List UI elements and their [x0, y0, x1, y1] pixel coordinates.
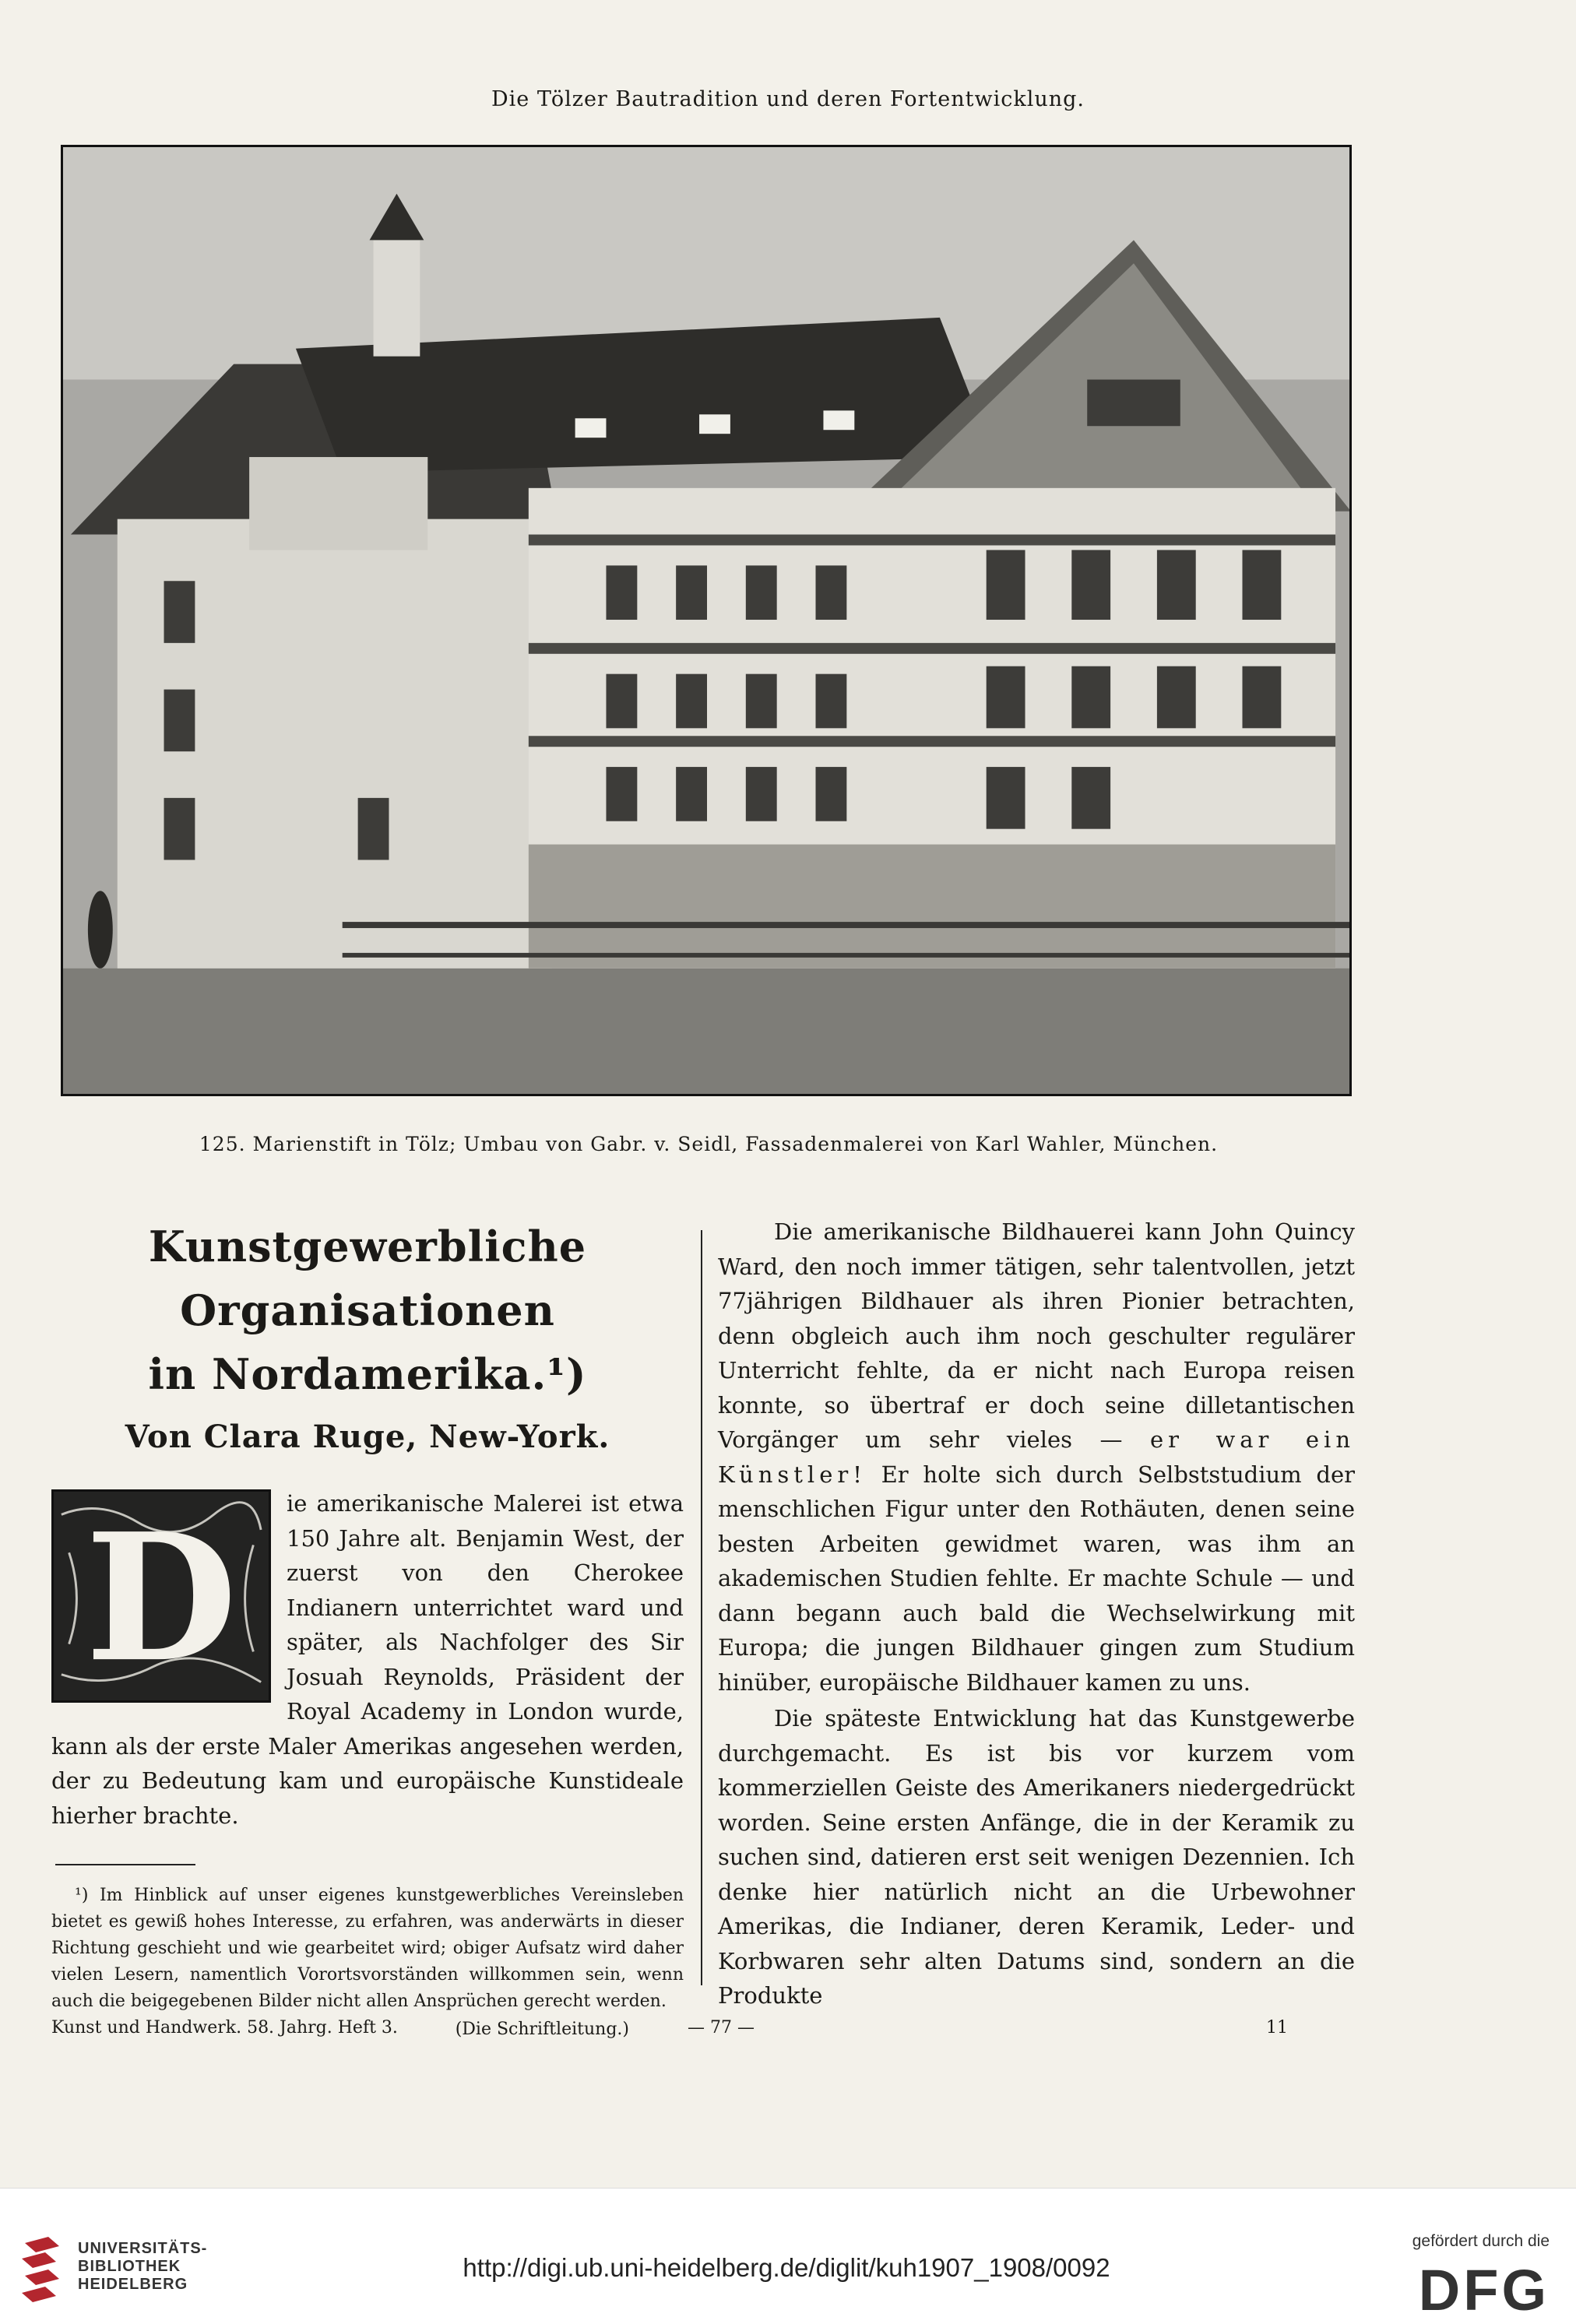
footnote-signature: (Die Schriftleitung.) — [455, 2020, 629, 2039]
figure-caption: 125. Marienstift in Tölz; Umbau von Gabr. v. Seidl, Fassadenmalerei von Karl Wahler, München. — [199, 1133, 1219, 1155]
paragraph-sculpture — [718, 1215, 1355, 1700]
right-column — [718, 1215, 1355, 2013]
page-number: — 77 — — [688, 2018, 755, 2037]
footnote: ¹) Im Hinblick auf unser eigenes kunstgewerbliches Vereinsleben bietet es gewiß hohes Interesse, zu erfahren, was anderwärts in dieser Richtung geschieht und wie gearbeitet wird; obiger Aufsatz wird daher vielen Lesern, namentlich Vorortsvorständen willkommen sein, wenn auch die beigegebenen Bilder nicht allen Ansprüchen gerecht werden. — [51, 1886, 684, 2011]
article-title — [51, 1215, 684, 1406]
article-byline: Von Clara Ruge, New-York. — [125, 1419, 610, 1455]
printer-signature: 11 — [1266, 2018, 1288, 2037]
library-name-line-2: BIBLIOTHEK — [78, 2258, 181, 2275]
paragraph-sculpture-part-b: Er holte sich durch Selbststudium der menschlichen Figur unter den Rothäuten, denen seine besten Arbeiten gewidmet waren, was ihm an akademischen Studien fehlte. Er machte Schule — und dann begann auch bald die Wechselwirkung mit Europa; die jungen Bildhauer gingen zum Studium hinüber, europäische Bildhauer kamen zu uns. — [718, 1461, 1356, 1696]
intro-paragraph — [51, 1486, 684, 1833]
decorative-initial-d — [51, 1489, 271, 1703]
permalink-url[interactable]: http://digi.ub.uni-heidelberg.de/diglit/kuh1907_1908/0092 — [463, 2253, 1110, 2282]
building-photo-illustration — [63, 147, 1349, 1094]
building-photo — [61, 145, 1352, 1096]
column-divider — [701, 1230, 702, 1985]
ornament-initial-icon — [54, 1492, 269, 1700]
emphasized-phrase: er war ein Künstler! — [718, 1426, 1355, 1488]
university-library-name[interactable] — [78, 2240, 207, 2294]
journal-reference: Kunst und Handwerk. 58. Jahrg. Heft 3. — [51, 2018, 398, 2037]
paragraph-sculpture-part-a: Die amerikanische Bildhauerei kann John Quincy Ward, den noch immer tätigen, sehr talentvollen, jetzt 77jährigen Bildhauer als ihren Pionier betrachten, denn obgleich auch ihm noch geschulter regulärer Unterricht fehlte, da er nicht nach Europa reisen konnte, so übertraf er doch seine dilletantischen Vorgänger um sehr vieles — — [718, 1218, 1355, 1453]
paragraph-applied-arts: Die späteste Entwicklung hat das Kunstgewerbe durchgemacht. Es ist bis vor kurzem vom kommerziellen Geiste des Amerikaners niedergedrückt worden. Seine ersten Anfänge, die in der Keramik zu suchen sind, datieren erst seit wenigen Dezennien. Ich denke hier natürlich nicht an die Urbewohner Amerikas, die Indianer, deren Keramik, Leder- und Korbwaren sehr alten Datums sind, sondern an die Produkte — [718, 1705, 1355, 2009]
library-name-line-3: HEIDELBERG — [78, 2276, 188, 2293]
running-head: Die Tölzer Bautradition und deren Fortentwicklung. — [491, 87, 1085, 111]
intro-text: ie amerikanische Malerei ist etwa 150 Jahre alt. Benjamin West, der zuerst von den Cherokee Indianern unterrichtet ward und später, als Nachfolger des Sir Josuah Reynolds, Präsident der Royal Academy in London wurde, kann als der erste Maler Amerikas angesehen werden, der zu Bedeutung kam und europäische Kunstideale hierher brachte. — [51, 1490, 684, 1829]
digitization-footer — [0, 2188, 1576, 2324]
funding-text: gefördert durch die — [1412, 2232, 1550, 2250]
dropcap-letter: D — [85, 1496, 237, 1700]
article-title-line-1: Kunstgewerbliche Organisationen — [148, 1222, 587, 1335]
left-column — [51, 1215, 684, 2039]
footnote-rule — [55, 1864, 195, 1865]
article-title-line-2: in Nordamerika.¹) — [148, 1349, 587, 1399]
library-name-line-1: UNIVERSITÄTS- — [78, 2240, 208, 2257]
dfg-logo[interactable]: DFG — [1418, 2258, 1550, 2322]
university-library-logo-icon[interactable] — [17, 2235, 67, 2305]
